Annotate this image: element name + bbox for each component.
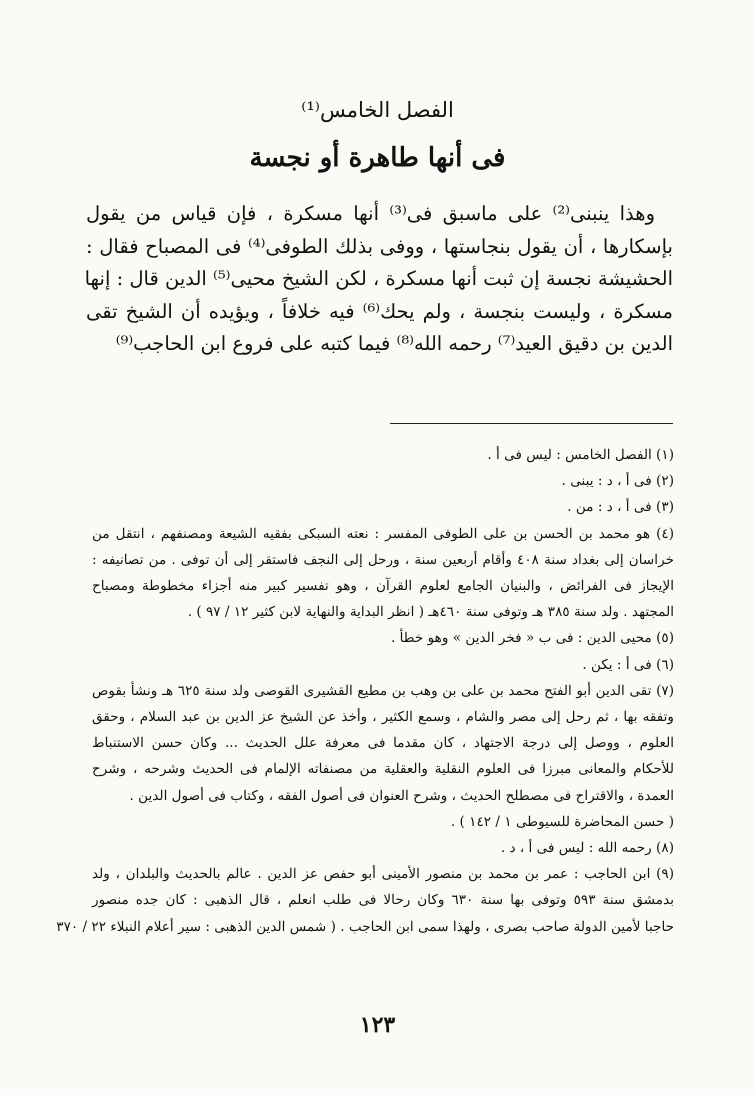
footnote-line: (٦) فى أ : يكن . <box>582 656 674 673</box>
footnote-line: (١) الفصل الخامس : ليس فى أ . <box>487 447 674 463</box>
footnote-line: (٧) تقى الدين أبو الفتح محمد بن على بن وهب بن مطيع القشيرى القوصى ولد سنة ٦٢٥ هـ ونشأ بقوص <box>92 682 674 699</box>
footnote-line: (٤) هو محمد بن الحسن بن على الطوفى المفسر : نعته السبكى بفقيه الشيعة ومصنفهم ، انتقل من <box>92 525 674 542</box>
body-line: بإسكارها ، أن يقول بنجاستها ، ووفى بذلك الطوفى⁽⁴⁾ فى المصباح فقال : <box>86 234 673 258</box>
footnote-line: (٩) ابن الحاجب : عمر بن محمد بن منصور الأمينى أبو حفص عز الدين . عالم بالحديث والبلدان ، ولد <box>92 866 674 883</box>
body-line: الدين بن دقيق العيد⁽⁷⁾ رحمه الله⁽⁸⁾ فيما كتبه على فروع ابن الحاجب⁽⁹⁾ <box>115 332 673 355</box>
footnote-line: العمدة ، والاقتراح فى مصطلح الحديث ، وشرح العنوان فى أصول الفقه ، وكتاب فى أصول الدين . <box>129 787 674 804</box>
body-line: مسكرة ، وليست بنجسة ، ولم يحك⁽⁶⁾ فيه خلافاً ، ويؤيده أن الشيخ تقى <box>86 299 673 323</box>
section-subtitle: فى أنها طاهرة أو نجسة <box>249 143 506 173</box>
footnote-line: العلوم ، ووصل إلى درجة الاجتهاد ، كان مقدما فى معرفة علل الحديث ... وكان حسن الاستنباط <box>92 735 674 752</box>
body-line: الحشيشة نجسة إن ثبت أنها مسكرة ، لكن الشيخ محيى⁽⁵⁾ الدين قال : إنها <box>84 267 673 290</box>
chapter-title: الفصل الخامس⁽¹⁾ <box>301 98 454 122</box>
footnotes <box>56 442 674 940</box>
footnote-line: للأحكام والمعانى مبرزا فى العلوم النقلية والعقلية من مصنفاته الإلمام فى الحديث وشرحه ، وشرح <box>92 761 674 778</box>
footnote-line: (٨) رحمه الله : ليس فى أ ، د . <box>500 840 674 857</box>
footnote-line: خراسان إلى بغداد سنة ٤٠٨ وأقام أربعين سنة ، ورحل إلى النجف فاستقر إلى أن توفى . من تصانيفه : <box>92 551 674 568</box>
footnote-line: بدمشق سنة ٥٩٣ وتوفى بها سنة ٦٣٠ وكان رحالا فى طلب انعلم ، قال الذهبى : كان جده منصور <box>92 892 674 909</box>
footnote-line: (٣) فى أ ، د : من . <box>567 499 674 516</box>
footnote-divider <box>390 423 673 424</box>
footnote-line: (٥) محيى الدين : فى ب « فخر الدين » وهو خطأ . <box>390 630 674 647</box>
footnote-line: وتفقه بها ، ثم رحل إلى مصر والشام ، وسمع الكثير ، وأخذ عن الشيخ عز الدين بن عبد السلام ، وحقق <box>92 709 674 726</box>
footnote-line: الإيجاز فى الفرائض ، والبنيان الجامع لعلوم القرآن ، وهو تفسير كبير منه أجزاء مخطوطة ومصباح <box>92 578 674 595</box>
page-number: ١٢٣ <box>359 1012 396 1038</box>
footnote-line: المجتهد . ولد سنة ٣٨٥ هـ وتوفى سنة ٤٦٠هـ ( انظر البداية والنهاية لابن كثير ١٢ / ٩٧ ) . <box>187 604 674 621</box>
footnote-line: حاجبا لأمين الدولة صاحب بصرى ، ولهذا سمى ابن الحاجب . ( شمس الدين الذهبى : سير أعلام النبلاء ٢٢ / ٣٧٠ <box>56 918 674 935</box>
footnote-line: (٢) فى أ ، د : يبنى . <box>561 473 674 490</box>
body-paragraph <box>86 198 673 361</box>
footnote-line: ( حسن المحاضرة للسيوطى ١ / ١٤٢ ) . <box>450 813 674 830</box>
body-line: وهذا ينبنى⁽²⁾ على ماسبق فى⁽³⁾ أنها مسكرة ، فإن قياس من يقول <box>86 202 655 225</box>
